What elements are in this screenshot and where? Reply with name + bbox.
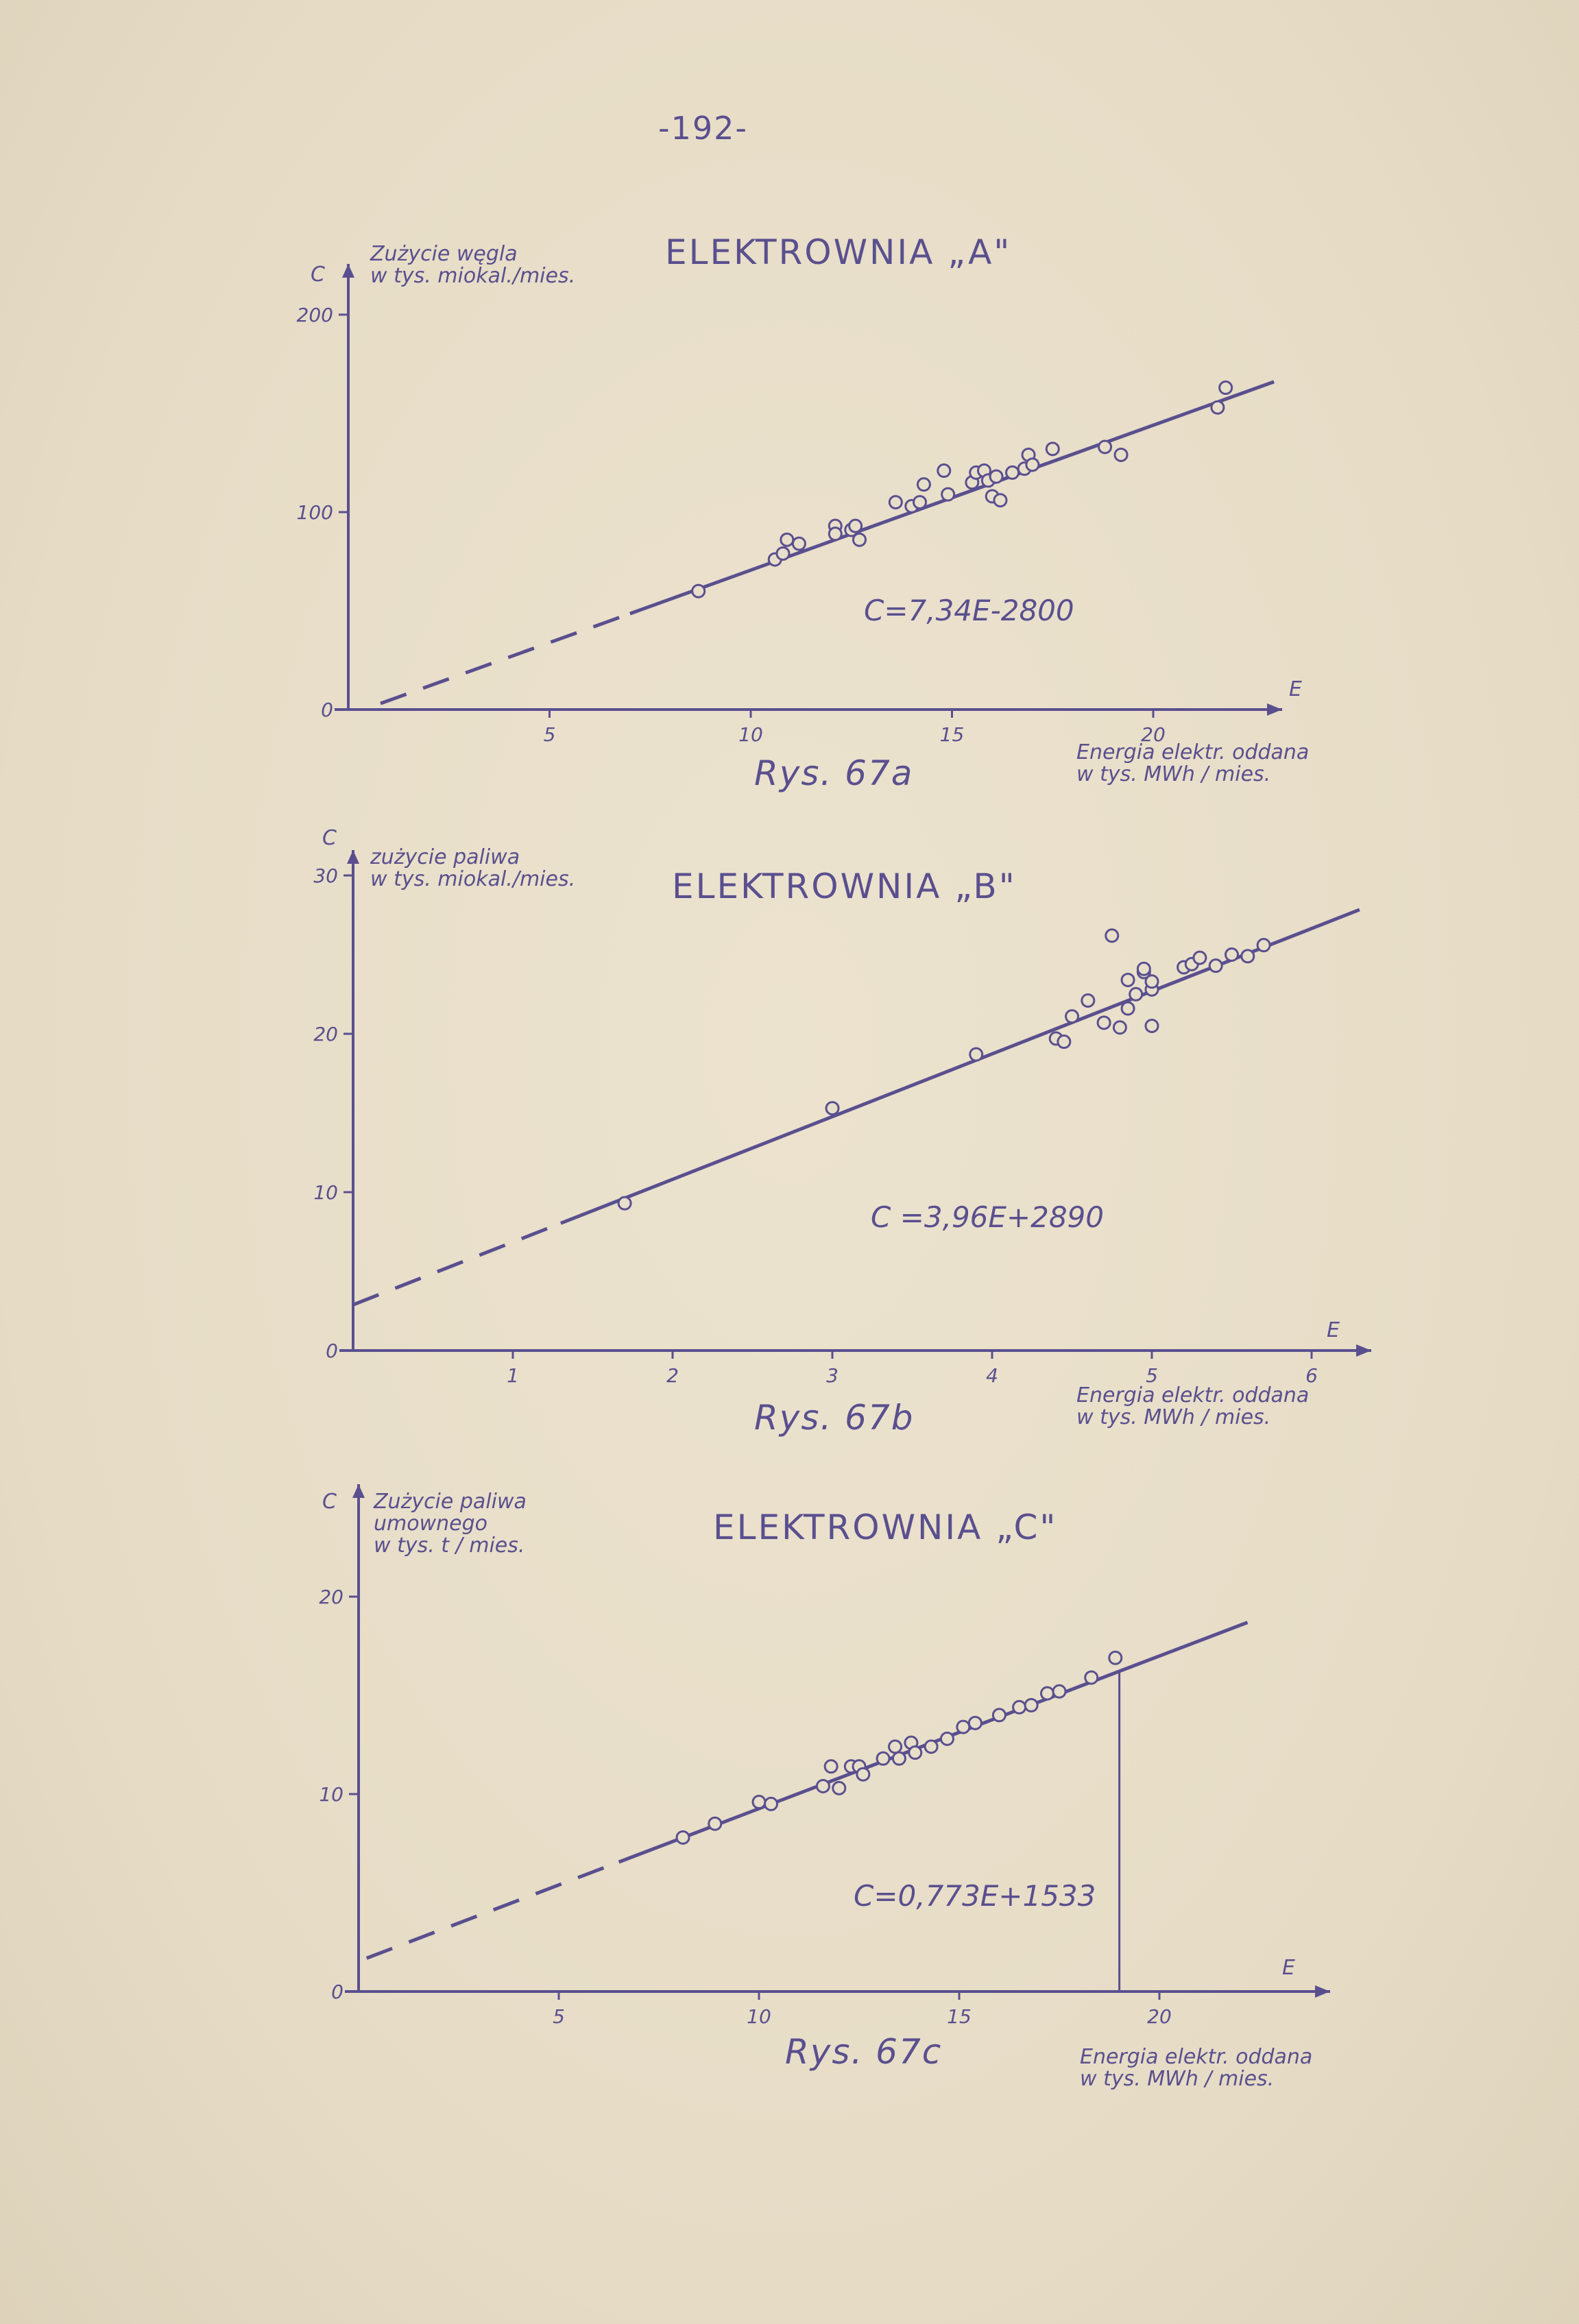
data-point [825, 1760, 837, 1773]
y-axis-symbol: C [322, 826, 337, 850]
data-point [753, 1796, 765, 1808]
x-tick-label: 5 [553, 2005, 565, 2028]
data-point [941, 1732, 953, 1745]
y-tick-label: 10 [313, 1181, 338, 1204]
figure-caption: Rys. 67c [785, 2032, 943, 2072]
y-axis-label: zużycie paliwa [370, 845, 520, 869]
y-tick-label: 30 [313, 864, 338, 887]
data-point [925, 1741, 937, 1753]
x-axis-label: w tys. MWh / mies. [1080, 2067, 1275, 2091]
chart-title: ELEKTROWNIA „B" [672, 867, 1017, 906]
y-axis-symbol: C [322, 1490, 337, 1514]
data-point [889, 1741, 902, 1753]
y-tick-label: 0 [326, 1340, 338, 1362]
page-number: -192- [658, 110, 748, 147]
figure-caption: Rys. 67a [754, 753, 914, 793]
y-tick-label: 100 [296, 501, 333, 524]
data-point [765, 1798, 778, 1810]
y-tick-label: 10 [319, 1783, 343, 1806]
y-tick-label: 0 [331, 1981, 343, 2003]
data-point [909, 1747, 921, 1759]
x-tick-label: 10 [747, 2005, 771, 2028]
x-tick-label: 1 [507, 1364, 519, 1387]
data-point [1053, 1685, 1065, 1697]
y-axis-label: w tys. t / mies. [374, 1534, 525, 1558]
figure-caption: Rys. 67b [754, 1398, 915, 1438]
data-point [817, 1780, 829, 1792]
y-axis-arrow [352, 1484, 365, 1498]
chart-title: ELEKTROWNIA „C" [713, 1508, 1058, 1547]
x-axis-label: w tys. MWh / mies. [1076, 762, 1271, 786]
data-point [677, 1831, 689, 1843]
data-point [833, 1782, 845, 1794]
x-axis-label: Energia elektr. oddana [1076, 740, 1310, 764]
x-tick-label: 2 [666, 1364, 679, 1387]
chart-title: ELEKTROWNIA „A" [665, 232, 1012, 272]
data-point [1025, 1699, 1037, 1711]
x-axis-arrow [1315, 1985, 1330, 1998]
y-axis-label: Zużycie węgla [370, 242, 518, 266]
x-tick-label: 10 [738, 723, 763, 746]
data-point [969, 1717, 981, 1729]
y-axis-label: Zużycie paliwa [374, 1490, 527, 1514]
x-axis-symbol: E [1282, 1956, 1295, 1980]
y-axis-symbol: C [311, 263, 325, 287]
data-point [957, 1721, 969, 1733]
x-tick-label: 20 [1141, 723, 1166, 746]
x-tick-label: 15 [947, 2005, 972, 2028]
x-tick-label: 3 [826, 1364, 839, 1387]
data-point [877, 1752, 889, 1765]
y-tick-label: 200 [296, 304, 333, 326]
data-point [1109, 1651, 1122, 1664]
x-tick-label: 15 [939, 723, 965, 746]
y-axis-label: w tys. miokal./mies. [370, 867, 576, 891]
data-point [857, 1768, 869, 1780]
data-point [1085, 1671, 1098, 1684]
y-axis-label: umownego [374, 1512, 487, 1536]
fit-line-extrapolated [367, 1862, 619, 1958]
x-tick-label: 5 [543, 723, 556, 746]
x-axis-symbol: E [1327, 1318, 1340, 1342]
data-point [1041, 1687, 1053, 1699]
x-tick-label: 5 [1146, 1364, 1158, 1387]
data-point [993, 1709, 1005, 1721]
data-point [1013, 1701, 1026, 1713]
regression-equation: C=0,773E+1533 [854, 1879, 1096, 1913]
x-tick-label: 4 [986, 1364, 998, 1387]
x-tick-label: 20 [1147, 2005, 1172, 2028]
y-tick-label: 20 [319, 1586, 343, 1608]
x-axis-label: w tys. MWh / mies. [1076, 1405, 1271, 1429]
x-axis-label: Energia elektr. oddana [1076, 1383, 1310, 1407]
x-axis-label: Energia elektr. oddana [1080, 2045, 1313, 2069]
y-tick-label: 20 [313, 1023, 338, 1045]
y-tick-label: 0 [321, 699, 333, 721]
data-point [709, 1817, 721, 1830]
regression-equation: C =3,96E+2890 [871, 1200, 1104, 1234]
regression-equation: C=7,34E-2800 [864, 594, 1074, 627]
data-point [893, 1752, 905, 1765]
x-tick-label: 6 [1305, 1364, 1318, 1387]
x-axis-symbol: E [1289, 677, 1302, 701]
y-axis-label: w tys. miokal./mies. [370, 264, 576, 288]
